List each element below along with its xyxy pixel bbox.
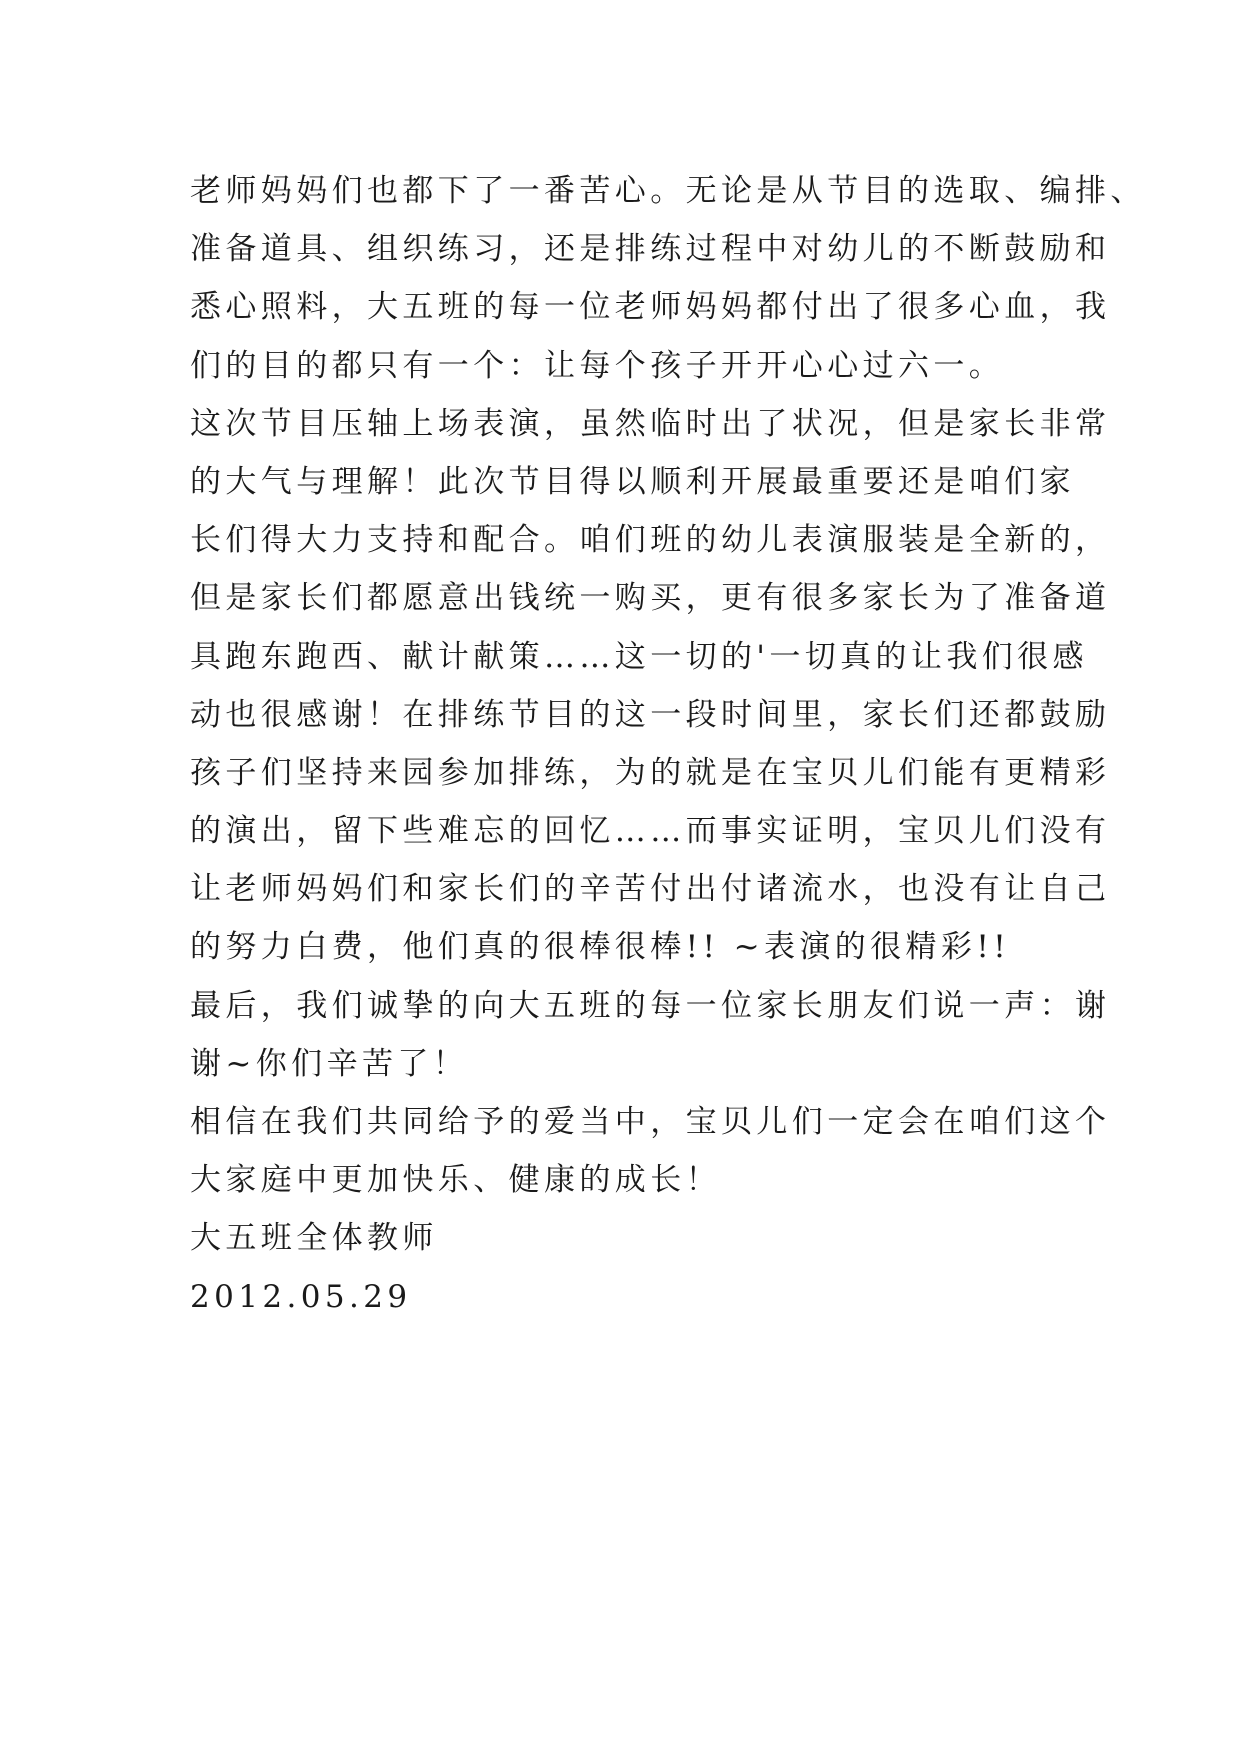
text-line: 长们得大力支持和配合。咱们班的幼儿表演服装是全新的，: [190, 522, 1111, 559]
text-line: 相信在我们共同给予的爱当中，宝贝儿们一定会在咱们这个: [190, 1104, 1111, 1140]
text-line: 们的目的都只有一个：让每个孩子开开心心过六一。: [190, 347, 1005, 384]
text-line: 孩子们坚持来园参加排练，为的就是在宝贝儿们能有更精彩: [190, 754, 1111, 791]
text-line: 谢~你们辛苦了！: [190, 1045, 469, 1082]
text-line: 这次节目压轴上场表演，虽然临时出了状况，但是家长非常: [190, 405, 1111, 442]
text-line: 的努力白费，他们真的很棒很棒!! ~表演的很精彩!!: [190, 929, 1011, 966]
text-line: 动也很感谢！在排练节目的这一段时间里，家长们还都鼓励: [190, 696, 1111, 733]
text-line: 的大气与理解！此次节目得以顺利开展最重要还是咱们家: [190, 463, 1075, 500]
text-line: 大家庭中更加快乐、健康的成长！: [190, 1162, 721, 1199]
text-line: 悉心照料，大五班的每一位老师妈妈都付出了很多心血，我: [190, 289, 1111, 326]
text-line: 具跑东跑西、献计献策……这一切的'一切真的让我们很感: [190, 638, 1088, 675]
text-line: 的演出，留下些难忘的回忆……而事实证明，宝贝儿们没有: [190, 813, 1111, 850]
date-line: 2012.05.29: [190, 1278, 412, 1315]
text-line: 老师妈妈们也都下了一番苦心。无论是从节目的选取、编排、: [190, 173, 1146, 209]
text-line: 让老师妈妈们和家长们的辛苦付出付诸流水，也没有让自己: [190, 871, 1111, 908]
text-line: 最后，我们诚挚的向大五班的每一位家长朋友们说一声：谢: [190, 987, 1111, 1024]
letter-body: [190, 162, 1146, 1326]
text-line: 准备道具、组织练习，还是排练过程中对幼儿的不断鼓励和: [190, 231, 1111, 268]
text-line: 但是家长们都愿意出钱统一购买，更有很多家长为了准备道: [190, 580, 1111, 617]
signature-line: 大五班全体教师: [190, 1220, 438, 1257]
